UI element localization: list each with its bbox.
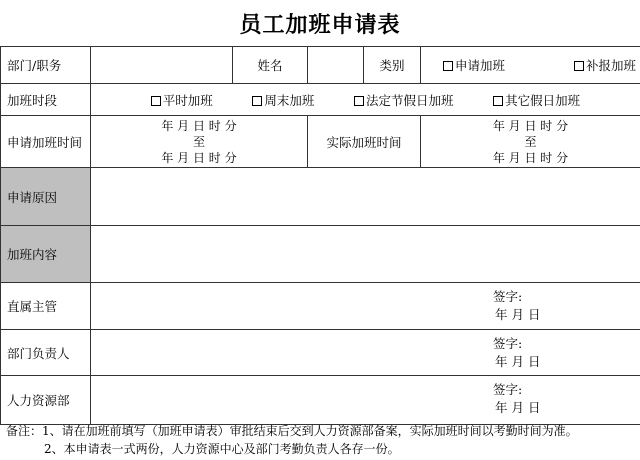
name-field[interactable]	[308, 47, 364, 84]
apply-time-label: 申请加班时间	[1, 116, 91, 168]
name-label: 姓名	[233, 47, 308, 84]
dept-head-sign-field[interactable]	[91, 330, 640, 376]
reason-label: 申请原因	[1, 168, 91, 226]
apply-to: 至	[192, 134, 205, 149]
supervisor-sign-field[interactable]	[91, 283, 640, 330]
row-dept-head	[1, 330, 640, 376]
overtime-form-table	[0, 46, 640, 425]
row-content	[1, 226, 640, 283]
period-option-weekend[interactable]: 周末加班	[252, 91, 314, 109]
row-reason	[1, 168, 640, 226]
signature-label: 签字:	[493, 382, 523, 397]
actual-to: 至	[524, 134, 537, 149]
checkbox-icon[interactable]	[574, 61, 584, 71]
dept-field[interactable]	[91, 47, 233, 84]
checkbox-icon[interactable]	[443, 61, 453, 71]
sign-date: 年 月 日	[495, 354, 541, 369]
row-department	[1, 47, 640, 84]
sign-date: 年 月 日	[495, 400, 541, 415]
row-period	[1, 84, 640, 116]
row-times	[1, 116, 640, 168]
dept-label: 部门/职务	[1, 47, 91, 84]
checkbox-icon[interactable]	[493, 96, 503, 106]
note-line-1: 备注：1、请在加班前填写（加班申请表）审批结束后交到人力资源部备案，实际加班时间以考勤时间为准。	[6, 424, 578, 438]
type-label: 类别	[364, 47, 421, 84]
note-line-2: 2、本申请表一式两份，人力资源中心及部门考勤负责人各存一份。	[44, 442, 400, 456]
type-options	[421, 47, 640, 84]
actual-end-date: 年 月 日 时 分	[492, 150, 569, 165]
dept-head-label: 部门负责人	[1, 330, 91, 376]
checkbox-icon[interactable]	[252, 96, 262, 106]
checkbox-icon[interactable]	[151, 96, 161, 106]
period-label: 加班时段	[1, 84, 91, 116]
sign-date: 年 月 日	[495, 307, 541, 322]
signature-label: 签字:	[493, 336, 523, 351]
apply-time-field[interactable]	[91, 116, 308, 168]
apply-end-date: 年 月 日 时 分	[161, 150, 237, 165]
period-option-other[interactable]: 其它假日加班	[493, 91, 580, 109]
form-title: 员工加班申请表	[239, 11, 401, 38]
actual-time-field[interactable]	[421, 116, 640, 168]
notes	[6, 422, 578, 458]
reason-field[interactable]	[91, 168, 640, 226]
period-option-weekday[interactable]: 平时加班	[151, 91, 213, 109]
hr-sign-field[interactable]	[91, 376, 640, 425]
period-options	[91, 84, 640, 116]
content-field[interactable]	[91, 226, 640, 283]
row-supervisor	[1, 283, 640, 330]
type-option-apply[interactable]: 申请加班	[443, 56, 505, 74]
type-option-supplement[interactable]: 补报加班	[574, 56, 636, 74]
period-option-holiday[interactable]: 法定节假日加班	[354, 91, 454, 109]
actual-start-date: 年 月 日 时 分	[492, 118, 569, 133]
supervisor-label: 直属主管	[1, 283, 91, 330]
checkbox-icon[interactable]	[354, 96, 364, 106]
content-label: 加班内容	[1, 226, 91, 283]
row-hr	[1, 376, 640, 425]
apply-start-date: 年 月 日 时 分	[161, 118, 237, 133]
signature-label: 签字:	[493, 289, 523, 304]
hr-label: 人力资源部	[1, 376, 91, 425]
actual-time-label: 实际加班时间	[308, 116, 421, 168]
